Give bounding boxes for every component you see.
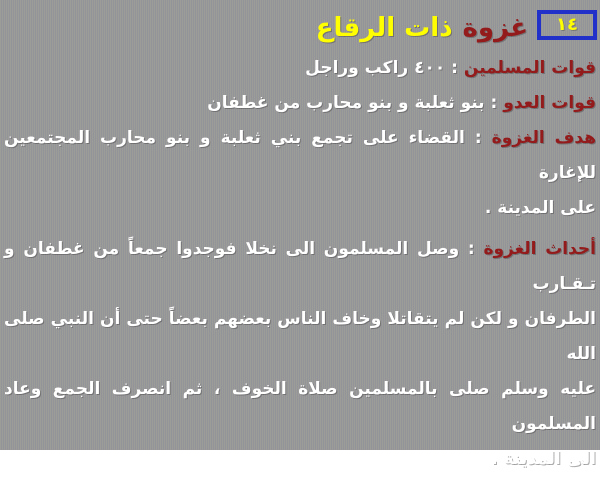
muslim-forces-line [4,51,596,86]
battle-events-text-1: : وصل المسلمون الى نخلا فوجدوا جمعاً من غطفان و تـقـارب [4,239,596,294]
battle-events-line-2 [4,302,596,372]
battle-events-text-3: عليه وسلم صلى بالمسلمين صلاة الخوف ، ثم انصرف الجمع وعاد المسلمون [4,379,596,434]
battle-events-line-1 [4,232,596,302]
enemy-forces-label: قوات العدو [503,93,596,113]
enemy-forces-text: : بنو ثعلبة و بنو محارب من غطفان [207,93,504,113]
title-word-name: ذات الرقاع [315,13,453,43]
muslim-forces-label: قوات المسلمين [463,58,596,78]
enemy-forces-line [4,86,596,121]
battle-goal-label: هدف الغزوة [491,128,596,148]
muslim-forces-text: : ٤٠٠ راكب وراجل [305,58,464,78]
battle-events-text-2: الطرفان و لكن لم يتقاتلا وخاف الناس بعضهم بعضاً حتى أن النبي صلى الله [4,309,596,364]
battle-goal-text-2: على المدينة . [484,198,596,218]
slide-body [4,51,596,477]
battle-events-line-3 [4,372,596,442]
battle-goal-line-1 [4,121,596,191]
battle-goal-line-2 [4,191,596,226]
slide-number-box [537,10,597,40]
slide-number: ١٤ [556,14,578,35]
slide-title [316,11,528,45]
title-word-battle: غزوة [462,13,528,43]
battle-events-label: أحداث الغزوة [483,239,596,259]
battle-goal-text-1: : القضاء على تجمع بني ثعلبة و بنو محارب المجتمعين للإغارة [4,128,596,183]
battle-events-text-4: الى المدينة . [491,449,596,469]
battle-events-line-4 [4,442,596,477]
